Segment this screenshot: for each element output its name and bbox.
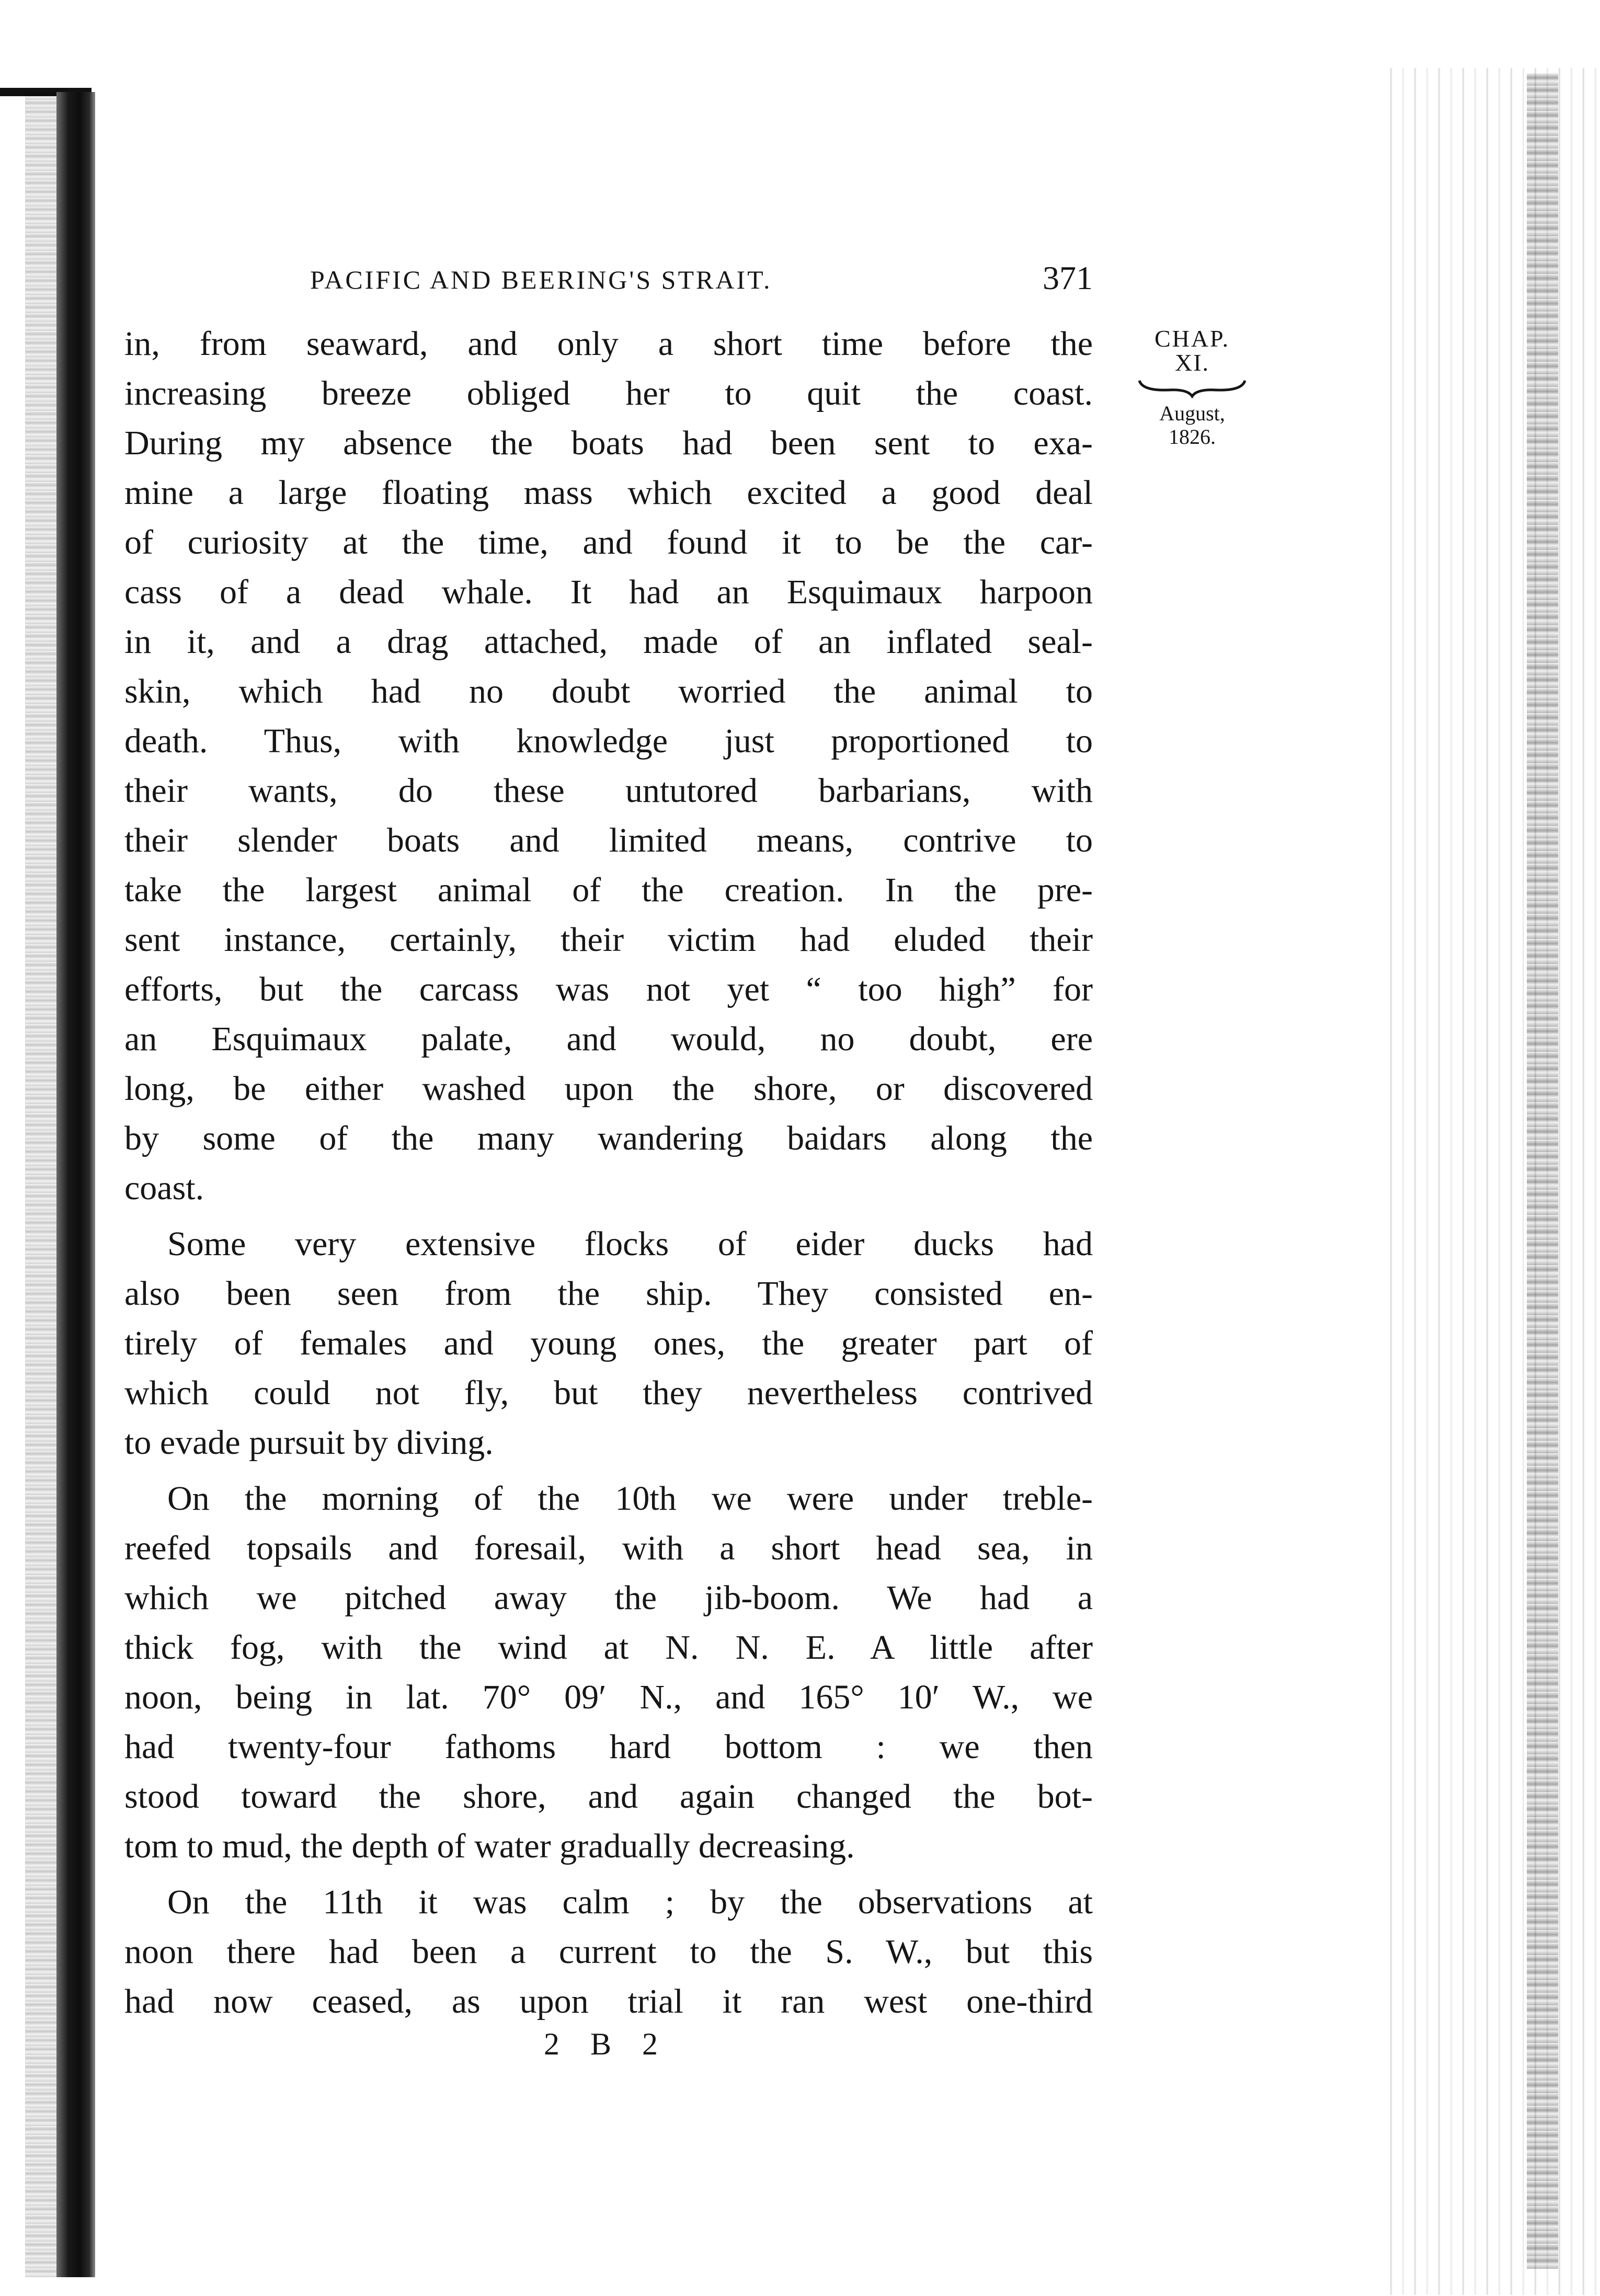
text-line: noon, being in lat. 70° 09′ N., and 165° 10′ W., we <box>124 1678 1093 1716</box>
text-line: had twenty-four fathoms hard bottom : we then <box>124 1728 1093 1766</box>
text-line: had now ceased, as upon trial it ran west one-third <box>124 1982 1093 2021</box>
text-line: which we pitched away the jib-boom. We had a <box>124 1579 1093 1617</box>
text-line: tirely of females and young ones, the greater part of <box>124 1324 1093 1362</box>
margin-date-year: 1826. <box>1169 425 1216 449</box>
adjacent-page-edge <box>1380 68 1600 2295</box>
text-line: of curiosity at the time, and found it to be the car- <box>124 523 1093 561</box>
binding-edge <box>56 92 95 2277</box>
text-line: their wants, do these untutored barbarians, with <box>124 772 1093 810</box>
margin-note <box>1124 326 1260 449</box>
paragraph <box>124 1219 1093 1467</box>
paragraph <box>124 1877 1093 2026</box>
text-line: in it, and a drag attached, made of an inflated seal- <box>124 623 1093 661</box>
text-line: efforts, but the carcass was not yet “ too high” for <box>124 970 1093 1008</box>
text-line: by some of the many wandering baidars along the <box>124 1119 1093 1157</box>
body-text <box>124 319 1093 2026</box>
text-line: tom to mud, the depth of water gradually decreasing. <box>124 1827 855 1865</box>
running-head <box>124 261 1093 303</box>
text-line: mine a large floating mass which excited a good deal <box>124 474 1093 512</box>
text-line: long, be either washed upon the shore, or discovered <box>124 1070 1093 1108</box>
text-line: which could not fly, but they nevertheless contrived <box>124 1374 1093 1412</box>
text-line: Some very extensive flocks of eider ducks had <box>167 1225 1093 1263</box>
paragraph <box>124 319 1093 1213</box>
text-line: On the 11th it was calm ; by the observations at <box>167 1883 1093 1921</box>
text-line: sent instance, certainly, their victim had eluded their <box>124 921 1093 959</box>
text-line: skin, which had no doubt worried the animal to <box>124 672 1093 710</box>
brace-ornament <box>1137 377 1247 398</box>
binding-shadow <box>25 92 56 2277</box>
paragraph-gap <box>124 1213 1093 1219</box>
page-number: 371 <box>1043 259 1093 296</box>
running-title: PACIFIC AND BEERING'S STRAIT. <box>310 265 772 294</box>
text-line: in, from seaward, and only a short time before the <box>124 325 1093 363</box>
text-line: During my absence the boats had been sent to exa- <box>124 424 1093 462</box>
text-line: reefed topsails and foresail, with a short head sea, in <box>124 1529 1093 1567</box>
margin-chapter: CHAP. <box>1154 325 1230 352</box>
text-line: noon there had been a current to the S. W., but this <box>124 1933 1093 1971</box>
text-line: stood toward the shore, and again changed the bot- <box>124 1777 1093 1816</box>
text-line: their slender boats and limited means, contrive to <box>124 821 1093 859</box>
text-line: to evade pursuit by diving. <box>124 1423 494 1462</box>
text-line: an Esquimaux palate, and would, no doubt, ere <box>124 1020 1093 1058</box>
margin-date-month: August, <box>1159 401 1225 425</box>
paragraph-gap <box>124 1467 1093 1474</box>
signature-mark: 2 B 2 <box>544 2027 670 2061</box>
text-line: increasing breeze obliged her to quit the coast. <box>124 374 1093 412</box>
text-line: death. Thus, with knowledge just proportioned to <box>124 722 1093 760</box>
paragraph <box>124 1474 1093 1871</box>
paragraph-gap <box>124 1871 1093 1877</box>
text-line: take the largest animal of the creation. In the pre- <box>124 871 1093 909</box>
text-line: coast. <box>124 1169 204 1207</box>
text-line: thick fog, with the wind at N. N. E. A little after <box>124 1628 1093 1667</box>
text-line: also been seen from the ship. They consisted en- <box>124 1275 1093 1313</box>
margin-chapter-number: XI. <box>1174 349 1210 376</box>
adjacent-page-edge-dark <box>1527 73 1558 2269</box>
text-line: cass of a dead whale. It had an Esquimaux harpoon <box>124 573 1093 611</box>
text-line: On the morning of the 10th we were under treble- <box>167 1479 1093 1518</box>
